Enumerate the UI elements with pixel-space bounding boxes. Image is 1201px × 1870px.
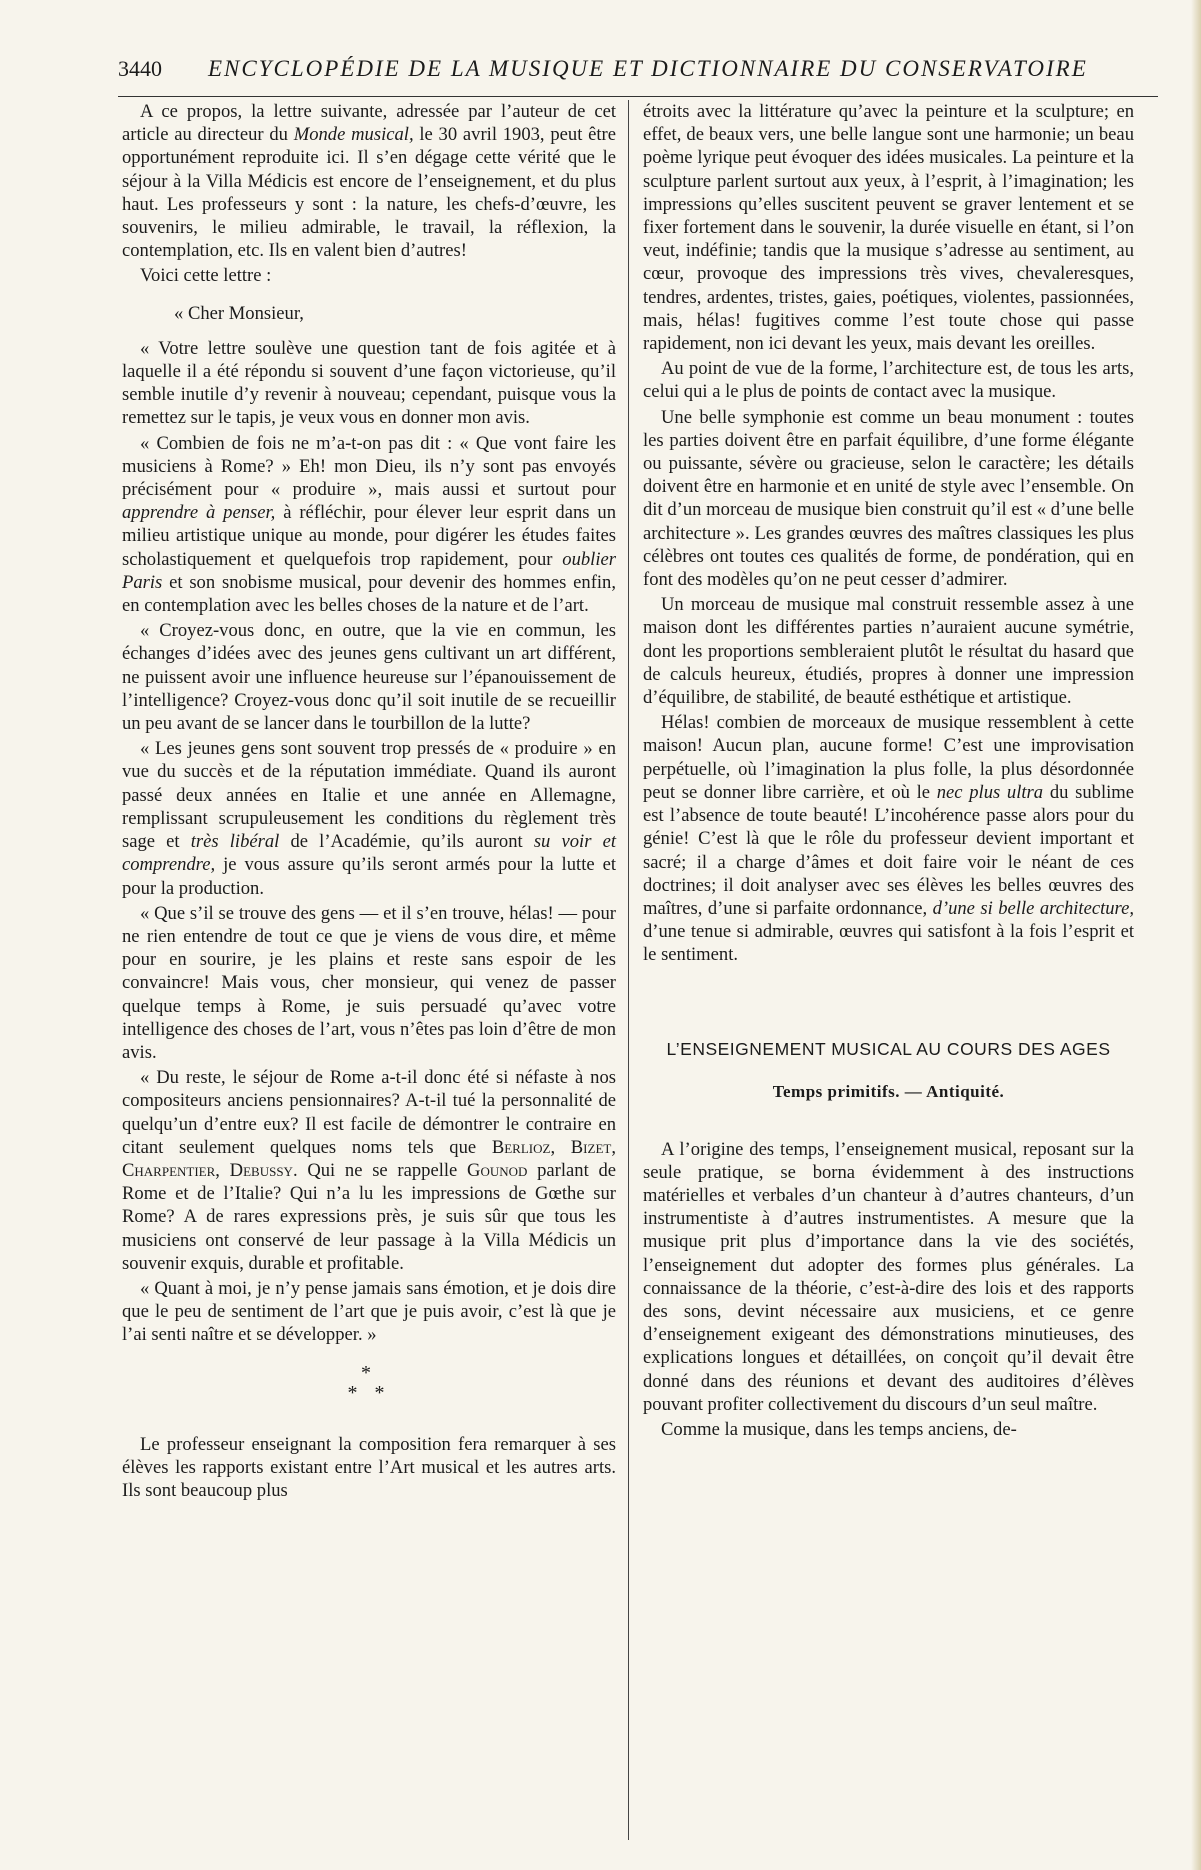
paragraph: « Votre lettre soulève une question tant de fois agitée et à laquelle il a été répondu si souvent d’une façon victorieuse, qu’il semble inutile d’y revenir à nouveau; cependant, puisque vous la remettez sur le tapis, je veux vous en donner mon avis. — [122, 337, 616, 429]
paragraph: Au point de vue de la forme, l’architecture est, de tous les arts, celui qui a le plus de points de contact avec la musique. — [643, 358, 1134, 403]
paragraph: A ce propos, la lettre suivante, adressée par l’auteur de cet article au directeur du Monde musical, le 30 avril 1903, peut être opportunément reproduite ici. Il s’en dégage cette vérité que le séjour à la Villa Médicis est encore de l’enseignement, et du plus haut. Les professeurs y sont : la nature, les chefs-d’œuvre, les souvenirs, le milieu admirable, le travail, la réflexion, la contemplation, etc. Ils en valent bien d’autres! — [122, 101, 616, 262]
subsection-title: Temps primitifs. — Antiquité. — [772, 1081, 1005, 1101]
paragraph: A l’origine des temps, l’enseignement musical, reposant sur la seule pratique, se borna évidemment à des instructions matérielles et verbales d’un chanteur à d’autres chanteurs, d’un instrumentiste à d’autres instrumentistes. A mesure que la musique prit plus d’importance dans la vie des sociétés, l’enseignement dut adopter des formes plus générales. La connaissance de la théorie, c’est-à-dire des lois et des rapports des sons, devint nécessaire aux musiciens, et ce genre d’enseignement exigeant des démonstrations minutieuses, des explications longues et détaillées, on conçoit qu’il devait être donné dans des réunions et devant des auditoires d’élèves pouvant profiter collectivement du discours d’un seul maître. — [643, 1138, 1134, 1415]
paragraph: « Quant à moi, je n’y pense jamais sans émotion, et je dois dire que le peu de sentiment de l’art que je puis avoir, c’est là que je l’ai senti naître et se développer. » — [122, 1277, 616, 1346]
paragraph: « Croyez-vous donc, en outre, que la vie en commun, les échanges d’idées avec des jeunes gens cultivant un art différent, ne puissent avoir une influence heureuse sur l’épanouissement de l’intelligence? Croyez-vous donc qu’il soit inutile de se recueillir un peu avant de se lancer dans le tourbillon de la lutte? — [122, 620, 616, 735]
section-title: L’ENSEIGNEMENT MUSICAL AU COURS DES AGES — [666, 1038, 1111, 1059]
paragraph: étroits avec la littérature qu’avec la peinture et la sculpture; en effet, de beaux vers, une belle langue sont une harmonie; un beau poème lyrique peut évoquer des idées musicales. La peinture et la sculpture parlent surtout aux yeux, à l’esprit, à l’imagination; les impressions qu’elles suscitent peuvent se graver lentement et se fixer fortement dans le souvenir, la durée visuelle en étant, si l’on veut, indéfinie; tandis que la musique s’adresse au sentiment, au cœur, provoque des impressions très vives, chevaleresques, tendres, ardentes, tristes, gaies, poétiques, violentes, passionnées, mais, hélas! fugitives comme l’est toute chose qui passe rapidement, non ici devant les yeux, mais devant les oreilles. — [643, 101, 1134, 355]
left-column — [122, 100, 628, 1840]
letter-salutation: « Cher Monsieur, — [174, 302, 304, 324]
paragraph: « Du reste, le séjour de Rome a-t-il donc été si néfaste à nos compositeurs anciens pensionnaires? A-t-il tué la personnalité de quelqu’un d’entre eux? Il est facile de démontrer le contraire en citant seulement quelques noms tels que Berlioz, Bizet, Charpentier, Debussy. Qui ne se rappelle Gounod parlant de Rome et de l’Italie? Qui n’a lu les impressions de Gœthe sur Rome? A de rares expressions près, je suis sûr que tous les musiciens ont conservé de leur passage à la Villa Médicis un souvenir exquis, durable et profitable. — [122, 1067, 617, 1274]
page-number: 3440 — [118, 56, 162, 81]
paragraph: Le professeur enseignant la composition fera remarquer à ses élèves les rapports existant entre l’Art musical et les autres arts. Ils sont beaucoup plus — [122, 1433, 616, 1501]
right-column — [628, 100, 1134, 1840]
text-columns — [122, 100, 1158, 1840]
paragraph: Voici cette lettre : — [140, 265, 272, 287]
paragraph: Une belle symphonie est comme un beau monument : toutes les parties doivent être en parfait équilibre, d’une forme élégante ou puissante, sévère ou gracieuse, selon le caractère; les détails doivent être en harmonie et en unité de style avec l’ensemble. On dit d’un morceau de musique bien construit qu’il est « d’une belle architecture ». Les grandes œuvres des maîtres classiques les plus célèbres ont toutes ces qualités de forme, de pondération, qui en font des modèles qu’on ne peut cesser d’admirer. — [643, 406, 1134, 591]
paragraph: Hélas! combien de morceaux de musique ressemblent à cette maison! Aucun plan, aucune forme! C’est une improvisation perpétuelle, où l’imagination la plus folle, la plus désordonnée peut se donner libre carrière, et où le nec plus ultra du sublime est l’absence de toute beauté! L’incohérence passe alors pour du génie! C’est là que le rôle du professeur devient important et sacré; il a charge d’âmes et doit faire voir le néant de ces doctrines; il doit analyser avec ses élèves les belles œuvres des maîtres, d’une si parfaite ordonnance, d’une si belle architecture, d’une tenue si admirable, œuvres qui satisfont à la fois l’esprit et le sentiment. — [643, 712, 1134, 966]
running-header — [118, 56, 1158, 97]
running-title: ENCYCLOPÉDIE DE LA MUSIQUE ET DICTIONNAIRE DU CONSERVATOIRE — [208, 56, 1088, 81]
paragraph: Comme la musique, dans les temps anciens, de- — [661, 1418, 1017, 1440]
paragraph: « Combien de fois ne m’a-t-on pas dit : « Que vont faire les musiciens à Rome? » Eh! mon Dieu, ils n’y sont pas envoyés précisément pour « produire », mais aussi et surtout pour apprendre à penser, à réfléchir, pour élever leur esprit dans un milieu artistique unique au monde, pour digérer les études faites scholastiquement et quelquefois trop rapidement, pour oublier Paris et son snobisme musical, pour devenir des hommes enfin, en contemplation avec les belles choses de la nature et de l’art. — [122, 432, 616, 617]
section-separator: * * * — [347, 1361, 391, 1404]
paragraph: Un morceau de musique mal construit ressemble assez à une maison dont les différentes parties n’auraient aucune symétrie, dont les proportions sembleraient plutôt le résultat du hasard que de calculs heureux, étudiés, propres à donner une impression d’équilibre, de stabilité, de beauté esthétique et artistique. — [643, 594, 1134, 709]
paragraph: « Que s’il se trouve des gens — et il s’en trouve, hélas! — pour ne rien entendre de tout ce que je viens de vous dire, et même pour en sourire, je les plains et reste sans espoir de les convaincre! Mais vous, cher monsieur, qui venez de passer quelque temps à Rome, je suis persuadé qu’avec votre intelligence des choses de l’art, vous n’êtes pas loin d’être de mon avis. — [122, 902, 616, 1063]
page-edge-shadow — [1191, 0, 1201, 1870]
paragraph: « Les jeunes gens sont souvent trop pressés de « produire » en vue du succès et de la réputation immédiate. Quand ils auront passé deux années en Italie et une année en Allemagne, remplissant scrupuleusement les conditions du règlement très sage et très libéral de l’Académie, qu’ils auront su voir et comprendre, je vous assure qu’ils seront armés pour la lutte et pour la production. — [122, 738, 616, 899]
